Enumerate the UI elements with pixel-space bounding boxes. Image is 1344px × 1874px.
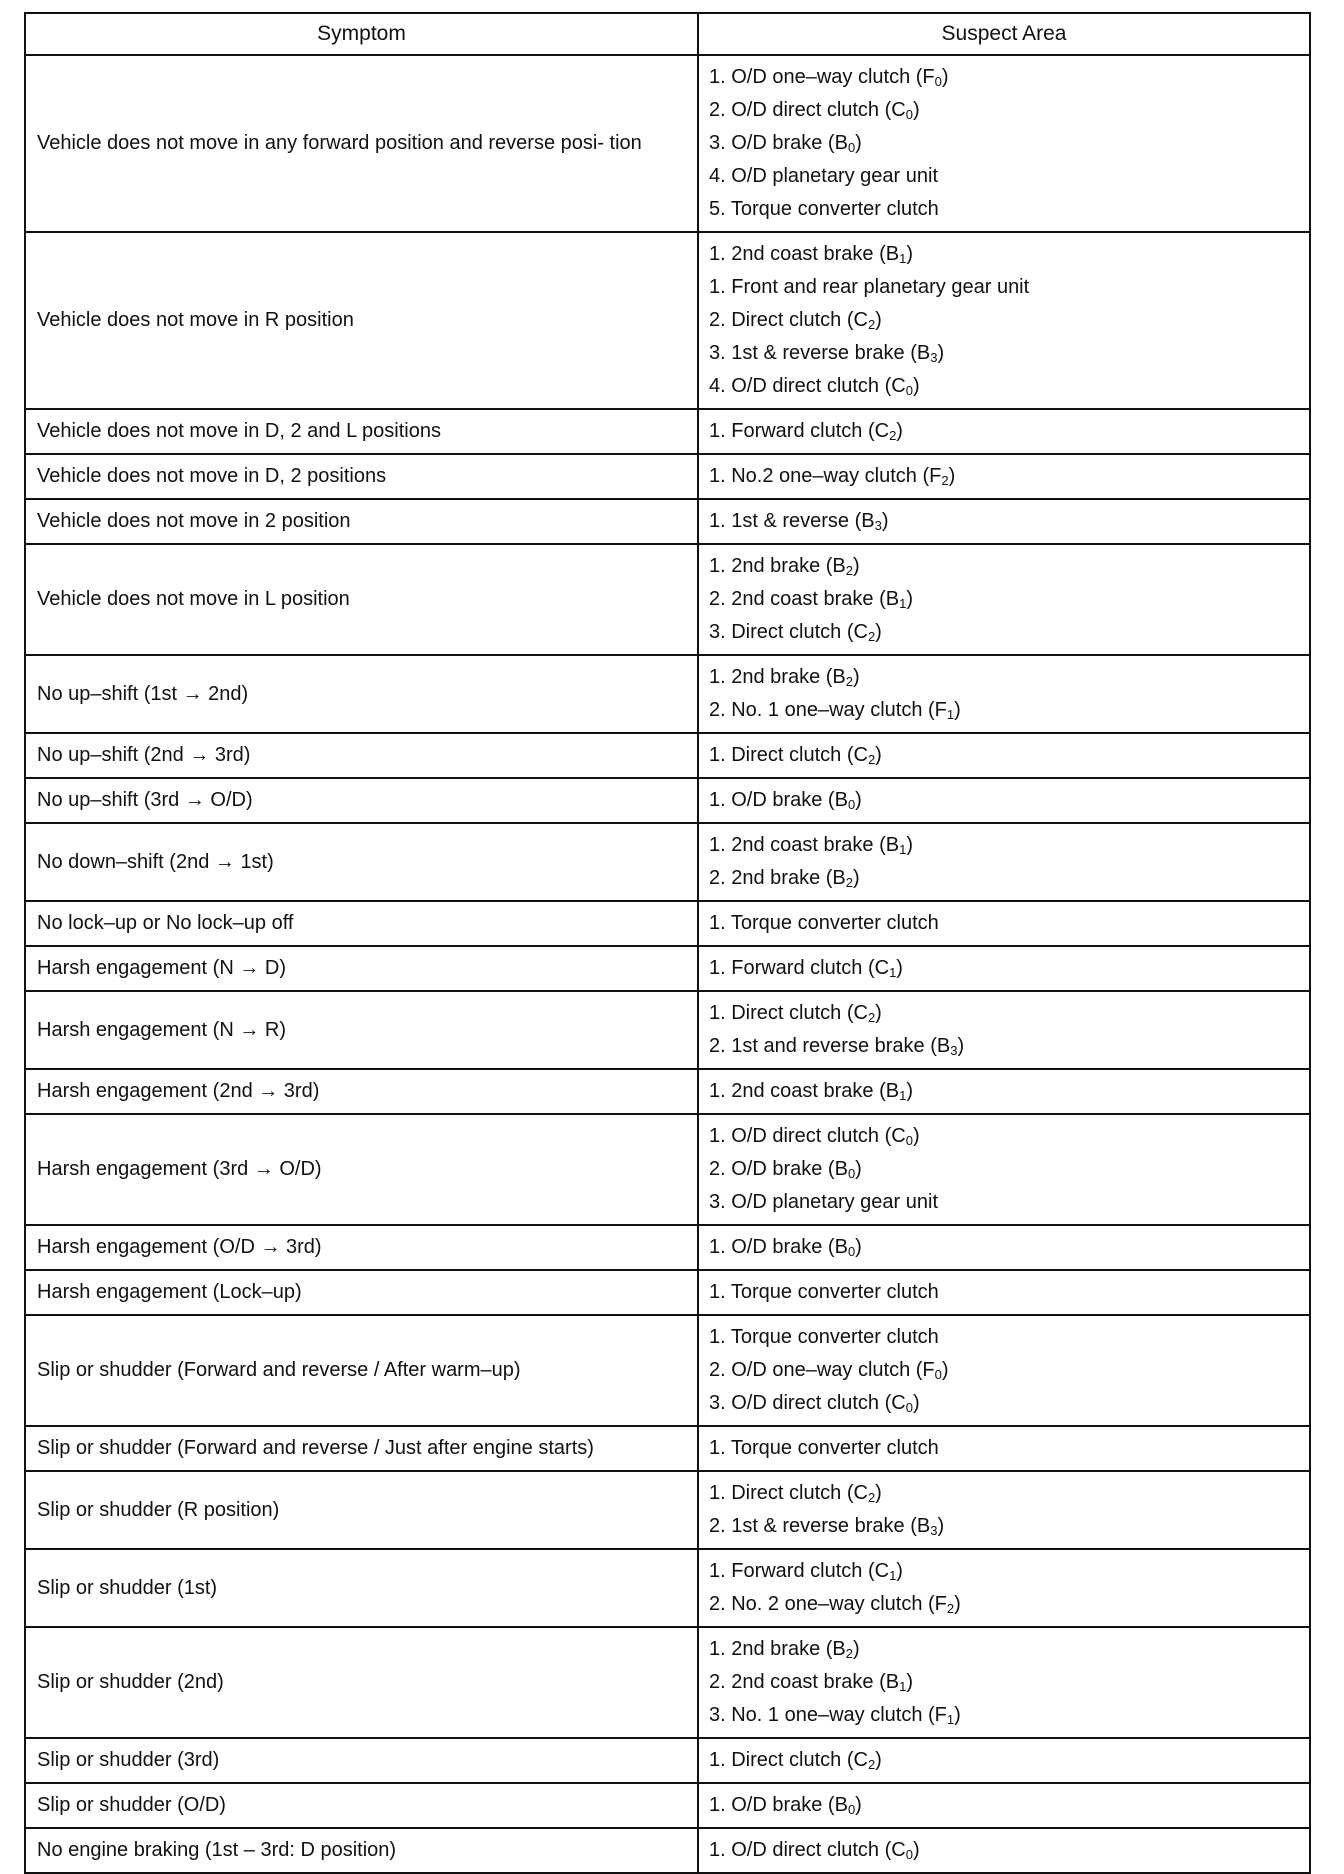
- table-body: [25, 55, 1310, 1873]
- header-symptom: Symptom: [25, 13, 698, 55]
- suspect-item: 1. Torque converter clutch: [709, 1437, 939, 1459]
- table-row: [25, 544, 1310, 655]
- symptom-cell: Slip or shudder (3rd): [25, 1738, 698, 1783]
- suspect-item: 2. O/D brake $(B_0)$: [709, 1158, 862, 1181]
- symptom-cell: Harsh engagement (N → D): [25, 946, 698, 991]
- suspect-item: 1. 2nd brake $(B_2)$: [709, 1638, 860, 1661]
- suspect-item: 1. Direct clutch $(C_2)$: [709, 1002, 882, 1025]
- table-row: [25, 1627, 1310, 1738]
- symptom-cell: Slip or shudder (Forward and reverse / Just after engine starts): [25, 1426, 698, 1471]
- suspect-item: 1. 2nd coast brake $(B_1)$: [709, 834, 914, 857]
- symptom-cell: No down–shift (2nd → 1st): [25, 823, 698, 901]
- suspect-item: 1. 2nd brake $(B_2)$: [709, 555, 860, 578]
- suspect-item: 2. O/D direct clutch $(C_0)$: [709, 99, 920, 122]
- suspect-item: 1. Front and rear planetary gear unit: [709, 276, 1030, 298]
- header-suspect-area: Suspect Area: [698, 13, 1310, 55]
- symptom-cell: Vehicle does not move in D, 2 positions: [25, 454, 698, 499]
- troubleshooting-page: [24, 12, 1309, 1874]
- suspect-item: 1. Torque converter clutch: [709, 912, 939, 934]
- suspect-area-cell: [698, 454, 1310, 499]
- suspect-item: 4. O/D direct clutch $(C_0)$: [709, 375, 920, 398]
- suspect-item: 1. 2nd brake $(B_2)$: [709, 666, 860, 689]
- suspect-area-cell: [698, 946, 1310, 991]
- suspect-item: 1. Torque converter clutch: [709, 1326, 939, 1348]
- suspect-item: 2. 2nd coast brake $(B_1)$: [709, 1671, 914, 1694]
- suspect-item: 1. O/D brake $(B_0)$: [709, 1236, 862, 1259]
- table-row: [25, 232, 1310, 409]
- symptom-cell: Harsh engagement (2nd → 3rd): [25, 1069, 698, 1114]
- suspect-item: 2. O/D one–way clutch $(F_0)$: [709, 1359, 949, 1382]
- suspect-item: 1. O/D direct clutch $(C_0)$: [709, 1839, 920, 1862]
- suspect-item: 3. 1st & reverse brake $(B_3)$: [709, 342, 945, 365]
- table-row: [25, 1471, 1310, 1549]
- suspect-item: 1. O/D brake $(B_0)$: [709, 789, 862, 812]
- symptom-table: [24, 12, 1311, 1874]
- table-row: [25, 1315, 1310, 1426]
- table-row: [25, 1069, 1310, 1114]
- suspect-item: 1. Torque converter clutch: [709, 1281, 939, 1303]
- suspect-area-cell: [698, 1225, 1310, 1270]
- suspect-item: 1. 2nd coast brake $(B_1)$: [709, 243, 914, 266]
- table-row: [25, 1828, 1310, 1873]
- suspect-item: 1. Direct clutch $(C_2)$: [709, 744, 882, 767]
- suspect-item: 1. Forward clutch $(C_1)$: [709, 957, 903, 980]
- suspect-item: 1. Forward clutch $(C_2)$: [709, 420, 903, 443]
- symptom-cell: No engine braking (1st – 3rd: D position): [25, 1828, 698, 1873]
- suspect-item: 2. Direct clutch $(C_2)$: [709, 309, 882, 332]
- suspect-area-cell: [698, 655, 1310, 733]
- suspect-area-cell: [698, 1471, 1310, 1549]
- suspect-area-cell: [698, 499, 1310, 544]
- suspect-item: 1. O/D one–way clutch $(F_0)$: [709, 66, 949, 89]
- suspect-item: 2. 1st & reverse brake $(B_3)$: [709, 1515, 945, 1538]
- suspect-item: 3. O/D direct clutch $(C_0)$: [709, 1392, 920, 1415]
- symptom-cell: Vehicle does not move in 2 position: [25, 499, 698, 544]
- suspect-item: 3. O/D brake $(B_0)$: [709, 132, 862, 155]
- suspect-item: 3. O/D planetary gear unit: [709, 1191, 939, 1213]
- suspect-area-cell: [698, 1738, 1310, 1783]
- symptom-cell: Slip or shudder (Forward and reverse / After warm–up): [25, 1315, 698, 1426]
- table-row: [25, 1549, 1310, 1627]
- symptom-cell: Slip or shudder (R position): [25, 1471, 698, 1549]
- symptom-cell: Vehicle does not move in R position: [25, 232, 698, 409]
- table-row: [25, 991, 1310, 1069]
- symptom-cell: Vehicle does not move in D, 2 and L positions: [25, 409, 698, 454]
- suspect-area-cell: [698, 823, 1310, 901]
- suspect-item: 4. O/D planetary gear unit: [709, 165, 939, 187]
- suspect-item: 2. 2nd coast brake $(B_1)$: [709, 588, 914, 611]
- suspect-area-cell: [698, 1627, 1310, 1738]
- table-row: [25, 1270, 1310, 1315]
- suspect-item: 2. 2nd brake $(B_2)$: [709, 867, 860, 890]
- table-header-row: [25, 13, 1310, 55]
- symptom-cell: No up–shift (3rd → O/D): [25, 778, 698, 823]
- suspect-area-cell: [698, 1426, 1310, 1471]
- table-row: [25, 901, 1310, 946]
- symptom-cell: Slip or shudder (1st): [25, 1549, 698, 1627]
- suspect-area-cell: [698, 1069, 1310, 1114]
- symptom-cell: Harsh engagement (Lock–up): [25, 1270, 698, 1315]
- suspect-item: 1. 2nd coast brake $(B_1)$: [709, 1080, 914, 1103]
- suspect-area-cell: [698, 1828, 1310, 1873]
- suspect-item: 2. No. 1 one–way clutch $(F_1)$: [709, 699, 961, 722]
- suspect-item: 1. No.2 one–way clutch $(F_2)$: [709, 465, 956, 488]
- suspect-area-cell: [698, 991, 1310, 1069]
- suspect-item: 5. Torque converter clutch: [709, 198, 939, 220]
- suspect-area-cell: [698, 901, 1310, 946]
- symptom-cell: Vehicle does not move in any forward position and reverse posi- tion: [25, 55, 698, 232]
- suspect-item: 1. Direct clutch $(C_2)$: [709, 1749, 882, 1772]
- suspect-area-cell: [698, 1270, 1310, 1315]
- suspect-item: 1. O/D brake $(B_0)$: [709, 1794, 862, 1817]
- table-row: [25, 454, 1310, 499]
- suspect-area-cell: [698, 409, 1310, 454]
- suspect-area-cell: [698, 544, 1310, 655]
- symptom-cell: No up–shift (1st → 2nd): [25, 655, 698, 733]
- table-row: [25, 499, 1310, 544]
- table-row: [25, 55, 1310, 232]
- table-row: [25, 823, 1310, 901]
- table-row: [25, 1738, 1310, 1783]
- table-row: [25, 1114, 1310, 1225]
- symptom-cell: Slip or shudder (O/D): [25, 1783, 698, 1828]
- suspect-area-cell: [698, 1114, 1310, 1225]
- table-row: [25, 1225, 1310, 1270]
- suspect-area-cell: [698, 1315, 1310, 1426]
- table-row: [25, 778, 1310, 823]
- table-row: [25, 409, 1310, 454]
- suspect-item: 1. Direct clutch $(C_2)$: [709, 1482, 882, 1505]
- symptom-cell: Slip or shudder (2nd): [25, 1627, 698, 1738]
- suspect-item: 2. No. 2 one–way clutch $(F_2)$: [709, 1593, 961, 1616]
- table-row: [25, 1426, 1310, 1471]
- suspect-area-cell: [698, 1783, 1310, 1828]
- suspect-item: 3. No. 1 one–way clutch $(F_1)$: [709, 1704, 961, 1727]
- suspect-area-cell: [698, 733, 1310, 778]
- symptom-cell: Vehicle does not move in L position: [25, 544, 698, 655]
- suspect-area-cell: [698, 1549, 1310, 1627]
- suspect-area-cell: [698, 55, 1310, 232]
- table-row: [25, 733, 1310, 778]
- table-row: [25, 946, 1310, 991]
- suspect-item: 1. O/D direct clutch $(C_0)$: [709, 1125, 920, 1148]
- suspect-item: 3. Direct clutch $(C_2)$: [709, 621, 882, 644]
- suspect-area-cell: [698, 778, 1310, 823]
- symptom-cell: No up–shift (2nd → 3rd): [25, 733, 698, 778]
- table-row: [25, 655, 1310, 733]
- symptom-cell: Harsh engagement (O/D → 3rd): [25, 1225, 698, 1270]
- symptom-cell: No lock–up or No lock–up off: [25, 901, 698, 946]
- suspect-area-cell: [698, 232, 1310, 409]
- suspect-item: 1. 1st & reverse $(B_3)$: [709, 510, 889, 533]
- suspect-item: 1. Forward clutch $(C_1)$: [709, 1560, 903, 1583]
- table-row: [25, 1783, 1310, 1828]
- symptom-cell: Harsh engagement (3rd → O/D): [25, 1114, 698, 1225]
- symptom-cell: Harsh engagement (N → R): [25, 991, 698, 1069]
- suspect-item: 2. 1st and reverse brake $(B_3)$: [709, 1035, 965, 1058]
